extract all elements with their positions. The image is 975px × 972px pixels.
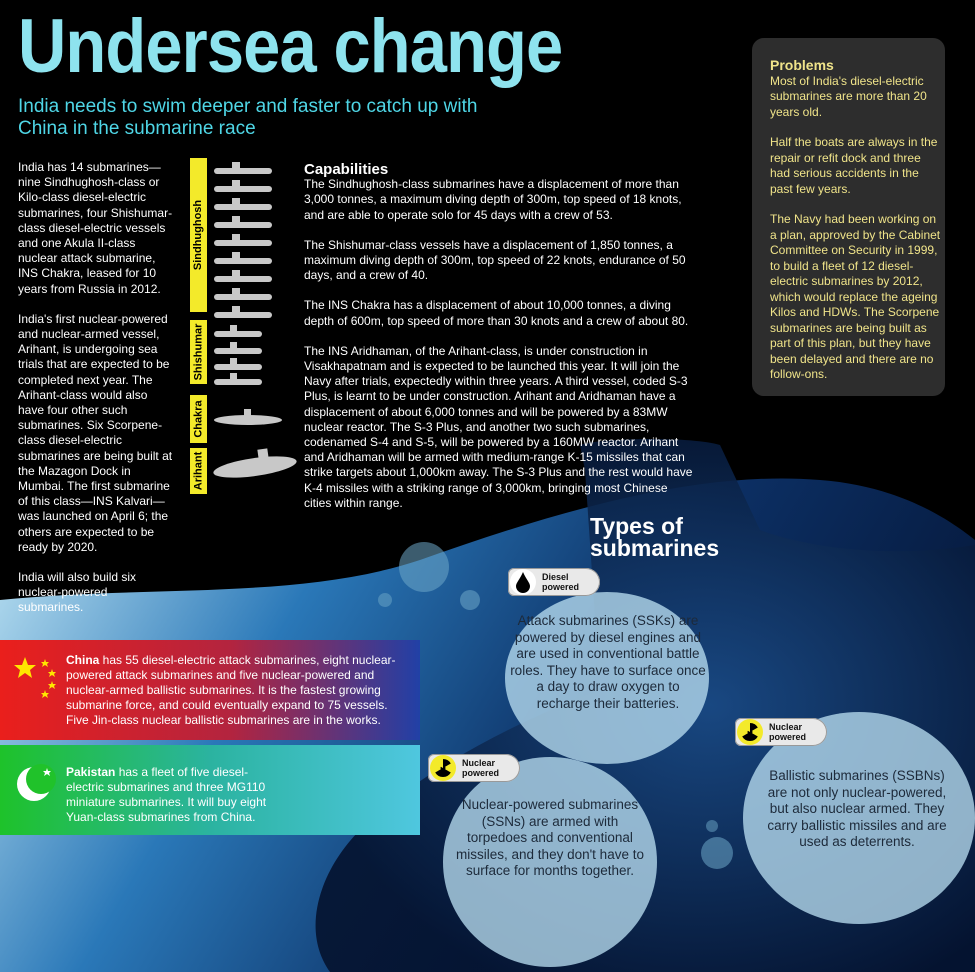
diesel-description: Attack submarines (SSKs) are powered by diesel engines and are used in conventional battle roles. They have to surface once a day to draw oxygen to recharge their batteries. xyxy=(510,613,706,711)
star-icon xyxy=(41,659,49,667)
submarine-icon xyxy=(214,198,272,210)
capabilities-aridhaman: The INS Aridhaman, of the Arihant-class, is under construction in Visakhapatnam and is expected to be launched this year. It will join the Navy after trials, expectedly within three years. A third vessel, coded S-3 Plus, is learnt to be under construction. Arihant and Aridhaman have a displacement of about 6,000 tonnes and will be powered by a 83MW nuclear reactor. The S-3 Plus, and another two such submarines, codenamed S-4 and S-5, will be powered by a 160MW reactor. Arihant and Aridhaman will be armed with medium-range K-15 missiles that can strike targets about 1,000km away. The S-3 Plus and the rest would have K-4 missiles with a striking range of 3,000km, bringing most Chinese cities within range. xyxy=(304,343,693,510)
submarine-icon xyxy=(214,162,272,174)
ssn-description: Nuclear-powered submarines (SSNs) are armed with torpedoes and conventional missiles, and they don't have to surface for months together. xyxy=(456,797,644,878)
ssbn-description: Ballistic submarines (SSBNs) are not only nuclear-powered, but also nuclear armed. They carry ballistic missiles and are used as deterrents. xyxy=(767,768,947,849)
submarine-icon xyxy=(214,409,282,425)
submarine-icon xyxy=(214,234,272,246)
china-text: China has 55 diesel-electric attack submarines, eight nuclear-powered attack submarines and five nuclear-powered and nuclear-armed ballistic submarines. It is the fastest growing submarine force, and could eventually expand to 75 vessels. Five Jin-class nuclear ballistic submarines are in the works. xyxy=(66,653,396,727)
radiation-icon xyxy=(430,755,456,781)
submarine-icon xyxy=(214,342,262,354)
ssn-tag: Nuclear powered xyxy=(428,754,520,782)
capabilities-heading: Capabilities xyxy=(304,161,389,178)
star-icon xyxy=(41,690,49,698)
star-icon xyxy=(48,681,56,689)
types-heading: Types of submarines xyxy=(590,513,720,561)
label-sindhughosh: Sindhughosh xyxy=(190,158,207,312)
submarine-icon xyxy=(214,216,272,228)
submarine-icon xyxy=(214,325,262,337)
crescent-icon xyxy=(14,762,56,804)
submarine-icon xyxy=(214,358,262,370)
page-subtitle: India needs to swim deeper and faster to catch up with China in the submarine race xyxy=(18,96,478,139)
arihant-paragraph: India's first nuclear-powered and nuclear-armed vessel, Arihant, is undergoing sea trials that are expected to be completed next year. The Arihant-class would also have four other such submarines. Six Scorpene-class diesel-electric submarines are being built at the Mazagon Dock in Mumbai. The first submarine of this class—INS Kalvari—was launched on April 6; the others are expected to be ready by 2020. xyxy=(18,311,173,554)
capabilities-shishumar: The Shishumar-class vessels have a displacement of 1,850 tonnes, a maximum diving depth of 300m, top speed of 22 knots, endurance of 50 days, and a crew of 40. xyxy=(304,237,686,283)
intro-paragraph: India has 14 submarines—nine Sindhughosh-class or Kilo-class diesel-electric submarines, four Shishumar-class diesel-electric vessels and one Akula II-class nuclear attack submarine, INS Chakra, leased for 10 years from Russia in 2012. xyxy=(18,160,173,296)
ssbn-tag: Nuclear powered xyxy=(735,718,827,746)
star-icon xyxy=(48,669,56,677)
pakistan-text: Pakistan has a fleet of five diesel-electric submarines and three MG110 miniature submarines. It will buy eight Yuan-class submarines from China. xyxy=(66,765,267,824)
radiation-icon xyxy=(737,719,763,745)
submarine-icon xyxy=(214,373,262,385)
problems-box xyxy=(752,38,945,396)
problems-heading: Problems xyxy=(770,57,834,73)
problems-plan: The Navy had been working on a plan, approved by the Cabinet Committee on Security in 1999, to build a fleet of 12 diesel-electric submarines by 2012, which would replace the ageing Kilos and HDWs. The Scorpene submarines are being built as part of this plan, but they have been delayed and there are no follow-ons. xyxy=(770,212,941,381)
submarine-icon xyxy=(214,288,272,300)
capabilities-chakra: The INS Chakra has a displacement of about 10,000 tonnes, a diving depth of 600m, top speed of more than 30 knots and a crew of about 80. xyxy=(304,298,689,328)
problems-refit: Half the boats are always in the repair or refit dock and three had serious accidents in the past few years. xyxy=(770,135,938,196)
submarine-icon xyxy=(212,448,298,481)
submarine-icon xyxy=(214,180,272,192)
capabilities-section xyxy=(304,162,702,526)
submarine-icon xyxy=(214,270,272,282)
label-chakra: Chakra xyxy=(190,395,207,443)
oil-drop-icon xyxy=(510,569,536,595)
submarine-icon xyxy=(214,306,272,318)
fleet-silhouettes xyxy=(210,155,300,500)
submarine-icon xyxy=(214,252,272,264)
page-title: Undersea change xyxy=(18,4,563,89)
diesel-tag: Diesel powered xyxy=(508,568,600,596)
label-arihant: Arihant xyxy=(190,448,207,494)
future-paragraph: India will also build six nuclear-powered submarines. xyxy=(18,570,137,615)
capabilities-sindhughosh: The Sindhughosh-class submarines have a displacement of more than 3,000 tonnes, a maximum diving depth of 300m, top speed of 18 knots, and are able to operate solo for 45 days with a crew of 53. xyxy=(304,177,682,222)
left-column xyxy=(18,160,176,631)
china-flag-stars xyxy=(12,655,62,705)
star-icon xyxy=(14,657,36,678)
label-shishumar: Shishumar xyxy=(190,320,207,384)
problems-age: Most of India's diesel-electric submarines are more than 20 years old. xyxy=(770,73,927,119)
